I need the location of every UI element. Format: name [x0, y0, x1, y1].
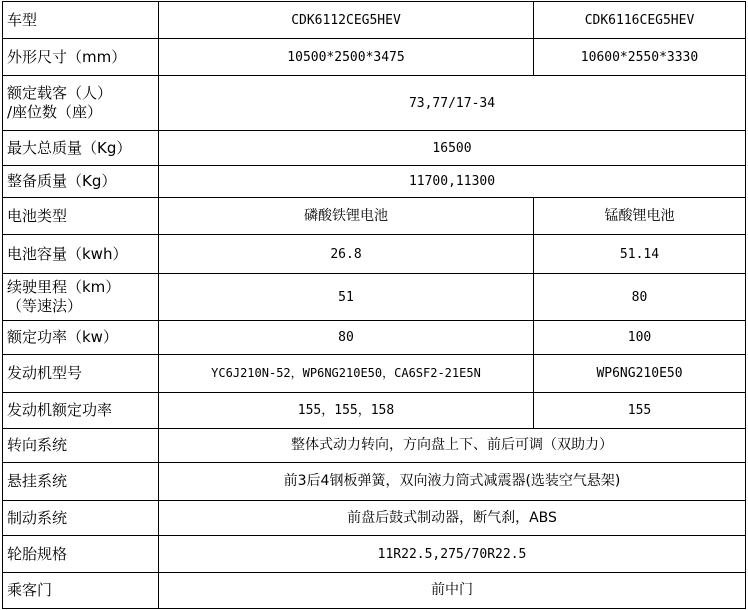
row-label-line: 额定载客（人）: [7, 84, 113, 102]
model-value-2: CDK6116CEG5HEV: [534, 2, 746, 39]
table-row: [3, 166, 746, 198]
table-row: [3, 501, 746, 536]
max-mass-value: 16500: [159, 131, 746, 166]
row-label-suspension: 悬挂系统: [3, 463, 159, 501]
table-row: [3, 321, 746, 355]
suspension-value: 前3后4钢板弹簧，双向液力筒式减震器(选装空气悬架): [159, 463, 746, 501]
table-row: [3, 429, 746, 463]
battery-capacity-value-2: 51.14: [534, 235, 746, 274]
range-value-2: 80: [534, 274, 746, 321]
table-row: [3, 131, 746, 166]
row-label-curb-mass: 整备质量（Kg）: [3, 166, 159, 198]
table-row: [3, 393, 746, 429]
table-row: [3, 235, 746, 274]
row-label-rated-power: 额定功率（kw）: [3, 321, 159, 355]
row-label-line: （等速法）: [7, 297, 83, 315]
rated-power-value-1: 80: [159, 321, 534, 355]
row-label-passenger-capacity: [3, 76, 159, 131]
table-row: [3, 198, 746, 235]
steering-value: 整体式动力转向，方向盘上下、前后可调（双助力）: [159, 429, 746, 463]
engine-power-value-1: 155，155，158: [159, 393, 534, 429]
row-label-battery-capacity: 电池容量（kwh）: [3, 235, 159, 274]
table-row: [3, 39, 746, 76]
dimensions-value-1: 10500*2500*3475: [159, 39, 534, 76]
passenger-capacity-value: 73,77/17-34: [159, 76, 746, 131]
tires-value: 11R22.5,275/70R22.5: [159, 536, 746, 573]
engine-model-value-2: WP6NG210E50: [534, 355, 746, 393]
row-label-line: /座位数（座）: [7, 103, 103, 121]
table-row: [3, 573, 746, 609]
table-row: [3, 355, 746, 393]
table-row: [3, 274, 746, 321]
engine-power-value-2: 155: [534, 393, 746, 429]
brake-value: 前盘后鼓式制动器，断气刹，ABS: [159, 501, 746, 536]
table-row: [3, 463, 746, 501]
dimensions-value-2: 10600*2550*3330: [534, 39, 746, 76]
engine-model-value-1: YC6J210N-52，WP6NG210E50，CA6SF2-21E5N: [159, 355, 534, 393]
row-label-model: 车型: [3, 2, 159, 39]
battery-type-value-1: 磷酸铁锂电池: [159, 198, 534, 235]
row-label-brake: 制动系统: [3, 501, 159, 536]
table-row: [3, 536, 746, 573]
range-value-1: 51: [159, 274, 534, 321]
row-label-dimensions: 外形尺寸（mm）: [3, 39, 159, 76]
passenger-door-value: 前中门: [159, 573, 746, 609]
row-label-range: [3, 274, 159, 321]
row-label-battery-type: 电池类型: [3, 198, 159, 235]
spec-table: [2, 1, 746, 609]
table-row: [3, 76, 746, 131]
row-label-engine-model: 发动机型号: [3, 355, 159, 393]
table-row: [3, 2, 746, 39]
row-label-tires: 轮胎规格: [3, 536, 159, 573]
curb-mass-value: 11700,11300: [159, 166, 746, 198]
model-value-1: CDK6112CEG5HEV: [159, 2, 534, 39]
battery-type-value-2: 锰酸锂电池: [534, 198, 746, 235]
row-label-engine-power: 发动机额定功率: [3, 393, 159, 429]
row-label-line: 续驶里程（km）: [7, 278, 121, 296]
row-label-passenger-door: 乘客门: [3, 573, 159, 609]
row-label-max-mass: 最大总质量（Kg）: [3, 131, 159, 166]
rated-power-value-2: 100: [534, 321, 746, 355]
row-label-steering: 转向系统: [3, 429, 159, 463]
battery-capacity-value-1: 26.8: [159, 235, 534, 274]
